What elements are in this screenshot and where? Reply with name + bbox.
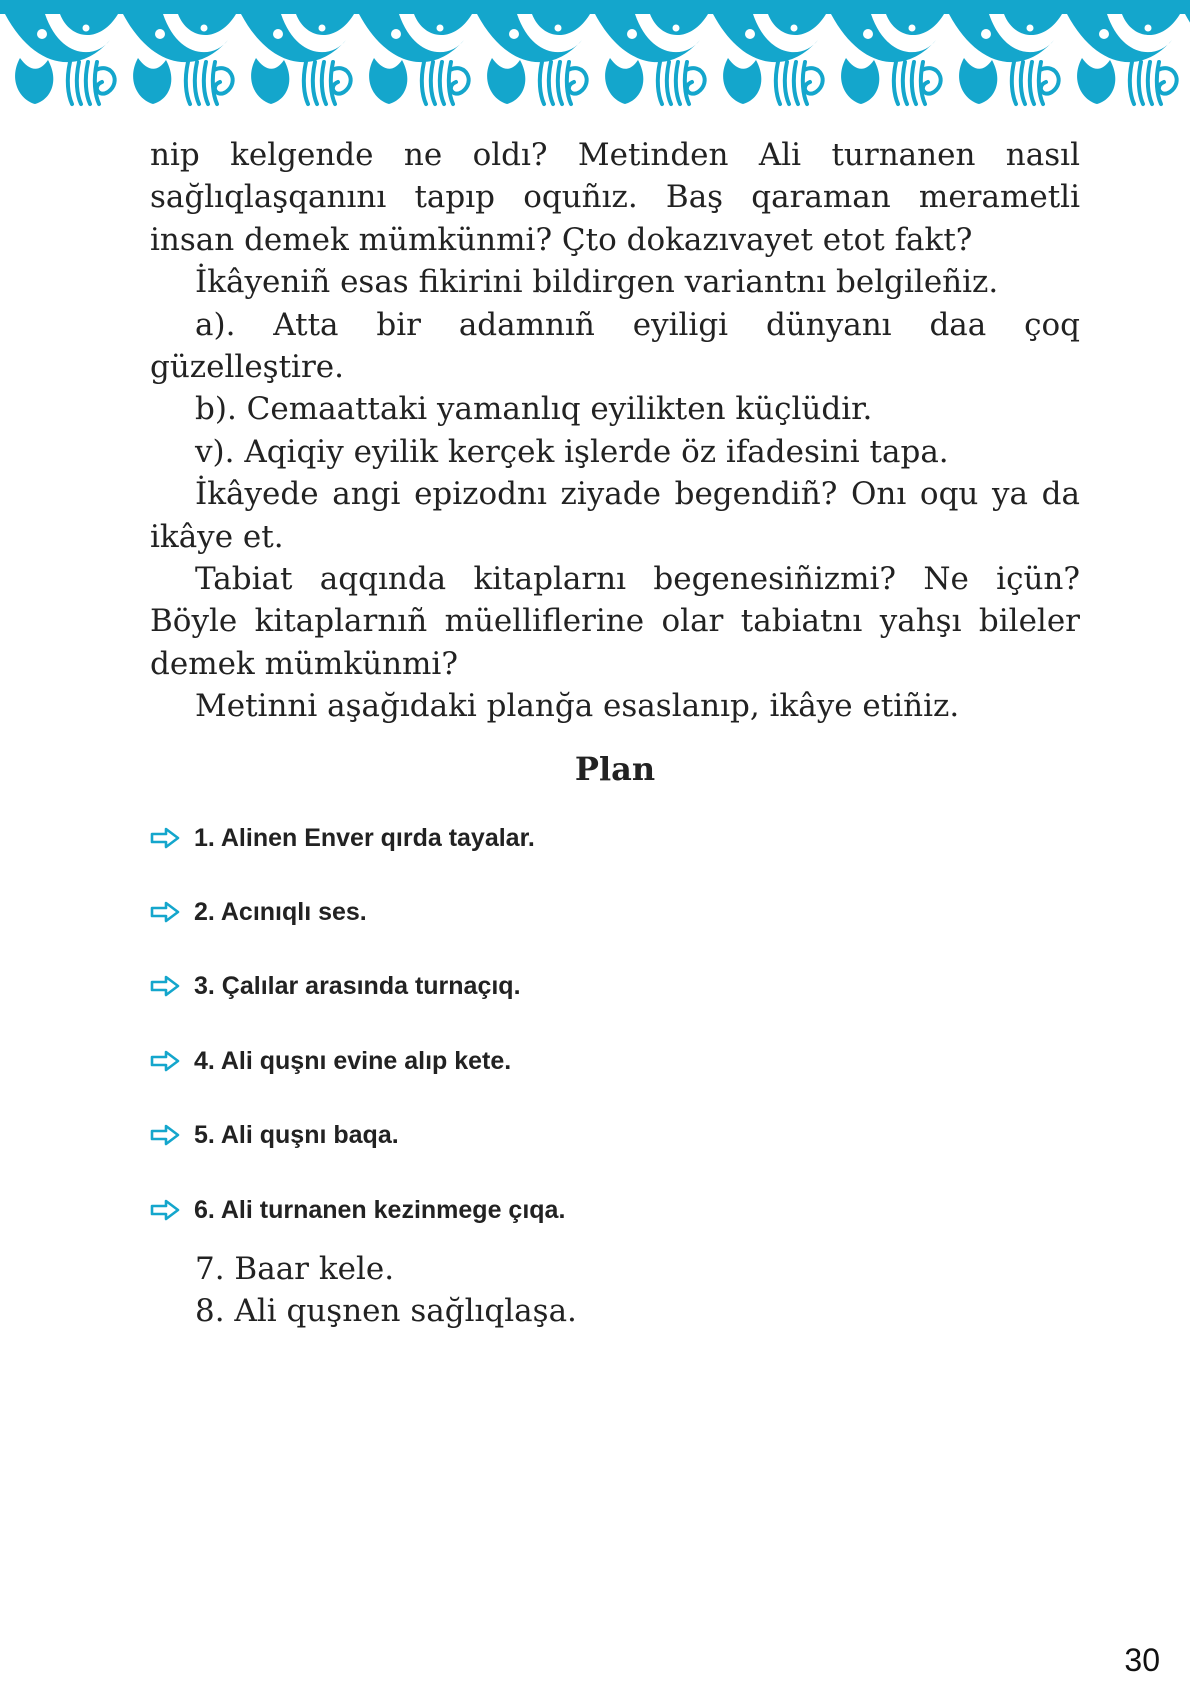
plan-item-text: 1. Alinen Enver qırda tayalar.	[194, 823, 535, 852]
option-b: b). Cemaattaki yamanlıq eyilikten küçlüdir.	[195, 391, 873, 428]
plan-item-3	[150, 966, 521, 1006]
paragraph-1: nip kelgende ne oldı? Metinden Ali turnanen nasıl sağlıqlaşqanını tapıp oquñız. Baş qaraman merametli insan demek mümkünmi? Çto dokazıvayet etot fakt?	[150, 137, 1080, 258]
arrow-right-icon	[150, 975, 180, 997]
paragraph-episode: İkâyede angi epizodnı ziyade begendiñ? Onı oqu ya da ikâye et.	[150, 476, 1080, 555]
arrow-right-icon	[150, 827, 180, 849]
plan-item-8: 8. Ali quşnen sağlıqlaşa.	[195, 1293, 577, 1330]
arrow-right-icon	[150, 1050, 180, 1072]
plan-item-5	[150, 1115, 399, 1155]
arrow-right-icon	[150, 1124, 180, 1146]
plan-item-text: 4. Ali quşnı evine alıp kete.	[194, 1046, 512, 1075]
paragraph-plan-intro: Metinni aşağıdaki planğa esaslanıp, ikâye etiñiz.	[195, 688, 960, 725]
plan-item-2	[150, 892, 367, 932]
plan-item-text: 3. Çalılar arasında turnaçıq.	[194, 971, 521, 1000]
plan-heading: Plan	[574, 750, 656, 788]
decorative-floral-border	[0, 0, 1190, 112]
page-number: 30	[1124, 1642, 1160, 1678]
plan-item-text: 6. Ali turnanen kezinmege çıqa.	[194, 1195, 566, 1224]
plan-item-text: 5. Ali quşnı baqa.	[194, 1120, 399, 1149]
plan-item-4	[150, 1041, 511, 1081]
plan-item-1	[150, 818, 535, 858]
plan-item-text: 2. Acınıqlı ses.	[194, 897, 367, 926]
plan-item-6	[150, 1190, 565, 1230]
arrow-right-icon	[150, 901, 180, 923]
body-text	[150, 134, 1080, 728]
floral-ornament-icon	[0, 0, 1190, 112]
option-v: v). Aqiqiy eyilik kerçek işlerde öz ifadesini tapa.	[195, 433, 949, 470]
paragraph-books: Tabiat aqqında kitaplarnı begenesiñizmi? Ne içün? Böyle kitaplarnıñ müelliflerine olar tabiatnı yahşı bileler demek mümkünmi?	[150, 561, 1080, 682]
paragraph-2: İkâyeniñ esas fikirini bildirgen variantnı belgileñiz.	[195, 264, 999, 301]
option-a: a). Atta bir adamnıñ eyiligi dünyanı daa çoq güzelleştire.	[150, 306, 1080, 386]
arrow-right-icon	[150, 1199, 180, 1221]
plan-item-7: 7. Baar kele.	[195, 1251, 395, 1287]
plan-plain-list	[195, 1248, 577, 1333]
